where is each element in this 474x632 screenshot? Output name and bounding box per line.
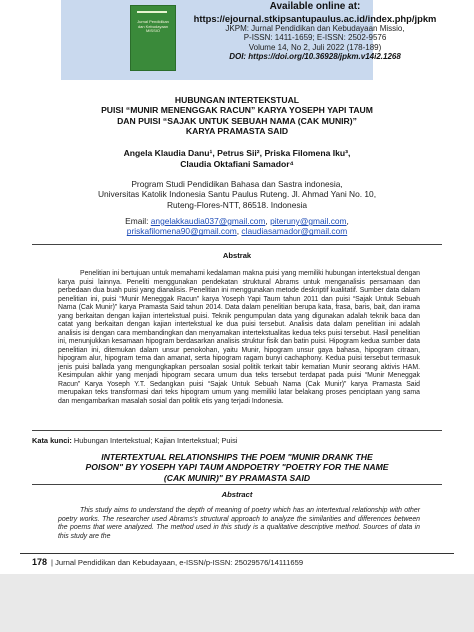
title-line: HUBUNGAN INTERTEKSTUAL	[174, 95, 300, 105]
affiliation-line: Program Studi Pendidikan Bahasa dan Sastra indonesia,	[131, 179, 343, 189]
journal-header-banner	[61, 0, 437, 80]
journal-issn: P-ISSN: 1411-1659; E-ISSN: 2502-9576	[243, 33, 387, 43]
page-number: 178	[32, 557, 48, 567]
journal-url-link[interactable]: https://ejournal.stkipsantupaulus.ac.id/index.php/jpkm	[193, 13, 437, 24]
keywords	[32, 436, 452, 445]
journal-cover-thumbnail	[130, 5, 176, 71]
authors-line: Angela Klaudia Danu¹, Petrus Sii², Priska Filomena Iku³,	[123, 148, 351, 158]
email-link[interactable]: angelakkaudia037@gmail.com	[150, 216, 266, 226]
journal-meta	[180, 1, 450, 62]
affiliation-line: Ruteng-Flores-NTT, 86518. Indonesia	[166, 199, 308, 210]
email-separator: ,	[346, 216, 349, 226]
footer-divider	[20, 553, 454, 554]
email-link[interactable]: piteruny@gmail.com	[270, 216, 347, 226]
article-title	[40, 95, 434, 136]
title-line: KARYA PRAMASTA SAID	[185, 125, 289, 136]
doi-link[interactable]: DOI: https://doi.org/10.36928/jpkm.v14i2.1268	[229, 52, 401, 62]
author-list	[20, 148, 454, 170]
email-separator: ,	[236, 226, 242, 237]
journal-volume: Volume 14, No 2, Juli 2022 (178-189)	[248, 42, 382, 52]
email-separator: ,	[265, 216, 271, 226]
title-line: POISON" BY YOSEPH YAPI TAUM ANDPOETRY "POETRY FOR THE NAME	[85, 462, 389, 473]
email-label: Email:	[125, 216, 151, 226]
title-line: DAN PUISI “SAJAK UNTUK SEBUAH NAMA (CAK MUNIR)”	[117, 115, 357, 126]
affiliation-line: Universitas Katolik Indonesia Santu Paulus Ruteng. Jl. Ahmad Yani No. 10,	[97, 189, 377, 200]
viewer-background	[0, 574, 474, 632]
footer-text: | Jurnal Pendidikan dan Kebudayaan, e-ISSN/p-ISSN: 25029576/14111659	[51, 558, 304, 567]
english-abstract-heading: Abstract	[221, 490, 253, 499]
title-line: PUISI “MUNIR MENENGGAK RACUN” KARYA YOSEPH YAPI TAUM	[101, 105, 373, 116]
section-divider	[32, 430, 442, 431]
english-title	[40, 452, 434, 483]
email-link[interactable]: priskafilomena90@gmail.com	[126, 226, 237, 237]
available-online-label: Available online at:	[269, 1, 361, 12]
keywords-label: Kata kunci:	[32, 436, 72, 445]
abstract-heading: Abstrak	[222, 251, 252, 260]
cover-logo-bar	[137, 11, 167, 13]
english-abstract-body: This study aims to understand the depth of meaning of poetry which has an intertextual relationship with other poetry works. The researcher used Abrams's structural approach to analyze the similarities and differences between the poems that were analyzed. The method used in this study is a qualitative descriptive method. Sources of data in this study are the	[58, 507, 420, 540]
affiliation	[30, 179, 444, 210]
cover-title: Jurnal Pendidikan dan Kebudayaan MISSIO	[137, 19, 169, 34]
page-footer	[32, 557, 452, 567]
keywords-value: Hubungan Intertekstual; Kajian Intertekstual; Puisi	[71, 436, 238, 445]
section-divider	[32, 484, 442, 485]
title-line: (CAK MUNIR)" BY PRAMASTA SAID	[163, 472, 311, 483]
journal-name: JKPM: Jurnal Pendidikan dan Kebudayaan Missio,	[225, 24, 405, 33]
abstract-body: Penelitian ini bertujuan untuk memahami kedalaman makna puisi yang memiliki hubungan intertekstual dengan karya puisi lainnya. Peneliti menggunakan pendekatan struktural Abrams untuk menganalisis persamaan dan perbedaan dua buah puisi yang dianalisis. Penelitian ini menggunakan metode deskriptif kualitatif. Sumber data dalam penelitian ini, puisi “Munir Meneggak Racun” karya Yoseph Yapi Taum tahun 2011 dan puisi “Sajak Untuk Sebuah Nama (Cak Munir)” karya Pramasta Said tahun 2014. Data dalam penelitian berupa kata, frasa, baris, bait, dan irama yang berkaitan dengan kajian intertekstual puisi. Teknik pengumpulan data yang digunakan adalah teknik baca dan catat yang berkaitan dengan kajian intertekstual ke dua puisi tersebut. Analisis data dalam penelitian ini adalah analisis isi dengan cara membandingkan dan menyamakan intertekstualitas kedua teks puisi tersebut. Hasil penelitian ini, menunjukkan kesamaan hipogram berdasarkan analisis struktur fisik dan batin puisi. Hipogram kedua sumber data penelitian ini, ditemukan dalam unsur penokohan, yaitu Munir, hipogram unsur gaya bahasa, hipogram citraan, hipogram alur, hipogram tema dan amanat, serta hipogram ragam bunyi cachaphony. Kedua puisi tersebut termasuk jenis puisi ballada yang mengungkapkan persoalan sosial politik terkait tabir kematian Munir seorang aktivis HAM. Kesimpulan akhir yang menjadi hipogram secara umum dua teks tersebut terdapat pada puisi “Munir Meneggak Racun” Karya Yoseph Y.T. Sedangkan puisi “Sajak Untuk Sebuah Nama (Cak Munir)” karya Pramasta Said merupakan teks transformasi dari teks hipogram umum yang memiliki latar belakang proses penciptaan yang sama dan mengambarkan masalah sosial dan politik etis yang terjadi Indonesia.	[58, 270, 420, 405]
title-line: INTERTEXTUAL RELATIONSHIPS THE POEM "MUNIR DRANK THE	[101, 452, 373, 462]
email-block	[30, 216, 444, 237]
email-link[interactable]: claudiasamador@gmail.com	[241, 226, 348, 237]
section-divider	[32, 244, 442, 245]
authors-line: Claudia Oktafiani Samador⁴	[180, 159, 294, 169]
